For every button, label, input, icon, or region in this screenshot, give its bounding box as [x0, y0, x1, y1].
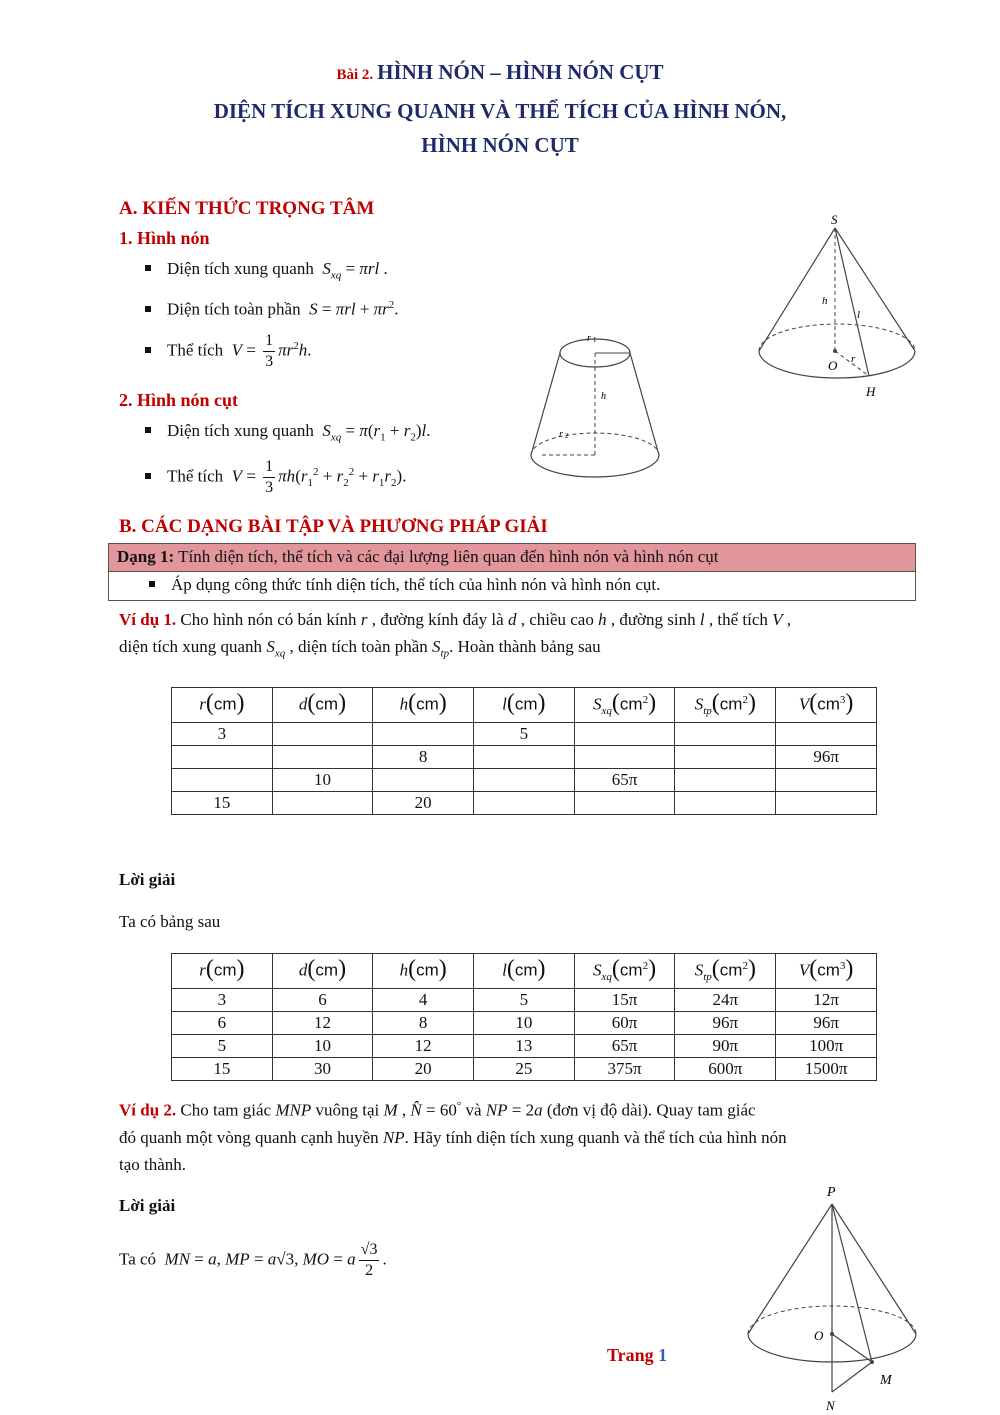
label-N: N: [826, 1398, 835, 1412]
table-cell: [675, 792, 776, 815]
table-cell: 65π: [574, 1035, 675, 1058]
label-O2: O: [814, 1328, 824, 1343]
example2-label: Ví dụ 2.: [119, 1100, 177, 1120]
dang1-box: [108, 543, 916, 601]
table-cell: [272, 792, 373, 815]
dang1-method-row: [109, 572, 915, 600]
table-cell: 5: [474, 723, 575, 746]
sub-heading-frustum: 2. Hình nón cụt: [119, 390, 239, 410]
page-footer: [607, 1345, 667, 1366]
table-cell: [776, 792, 877, 815]
solution2-text: Ta có MN = a, MP = a√3, MO = a $\frac{√3}{2}$ .: [119, 1241, 387, 1279]
table-cell: [272, 723, 373, 746]
table-cell: 10: [272, 1035, 373, 1058]
table-row: [172, 769, 877, 792]
label-r2: r: [559, 429, 563, 440]
example2-text: Ví dụ 2. Cho tam giác MNP vuông tại M , N̂ = 60° và NP = 2a (đơn vị độ dài). Quay tam giác đó quanh một vòng quanh cạnh huyền NP. Hãy tính diện tích xung quanh và thể tích của hình nón tạo thành.: [119, 1100, 787, 1174]
table-cell: [272, 746, 373, 769]
svg-text:1: 1: [593, 336, 597, 344]
table-cell: 20: [373, 792, 474, 815]
table-cell: 60π: [574, 1012, 675, 1035]
table-cell: [776, 769, 877, 792]
svg-text:2: 2: [565, 432, 569, 440]
table-cell: 12: [373, 1035, 474, 1058]
label-M: M: [880, 1373, 892, 1388]
formula-cone-total: Diện tích toàn phần $S = \pi rl + \pi r^2$.: [145, 299, 399, 320]
label-l: l: [857, 309, 861, 321]
table-cell: [776, 723, 877, 746]
solution-table: [171, 953, 877, 1081]
solution1-intro: Ta có bảng sau: [119, 912, 221, 931]
table-cell: 10: [272, 769, 373, 792]
page-number: 1: [658, 1345, 668, 1365]
label-S: S: [831, 212, 838, 227]
table-cell: 600π: [675, 1058, 776, 1081]
formula-frustum-lateral: Diện tích xung quanh $S_{xq} = \pi(r_1 + r_2)l$.: [145, 421, 431, 443]
bullet-square-icon: [145, 347, 151, 353]
page-title-line1: [0, 60, 1000, 85]
table-cell: [574, 746, 675, 769]
table-row: [172, 1058, 877, 1081]
table-cell: [172, 769, 273, 792]
dang1-method: Áp dụng công thức tính diện tích, thể tích của hình nón và hình nón cụt.: [171, 575, 661, 594]
table-cell: 100π: [776, 1035, 877, 1058]
section-b-heading: B. CÁC DẠNG BÀI TẬP VÀ PHƯƠNG PHÁP GIẢI: [119, 516, 548, 537]
table-cell: 24π: [675, 989, 776, 1012]
label-r1: r: [587, 333, 591, 344]
formula-frustum-volume: Thể tích V = $\frac{1}{3}$ $\pi h(r_1^2 + r_2^2 + r_1r_2)$.: [145, 457, 406, 498]
solution1-heading: Lời giải: [119, 870, 176, 889]
label-h-frustum: h: [601, 391, 606, 402]
label-P: P: [827, 1185, 836, 1200]
label-r: r: [851, 353, 856, 365]
table-header-row: r(cm) d(cm) h(cm) l(cm) $S_{xq}(cm^2)$ $S_{tp}(cm^2)$ $V(cm^3)$: [172, 688, 877, 723]
table-row: [172, 1012, 877, 1035]
bullet-square-icon: [149, 581, 155, 587]
table-cell: 90π: [675, 1035, 776, 1058]
table-row: [172, 746, 877, 769]
table-cell: 30: [272, 1058, 373, 1081]
table-cell: 3: [172, 989, 273, 1012]
table-cell: 13: [474, 1035, 575, 1058]
label-H: H: [866, 384, 876, 399]
table-cell: 96π: [776, 746, 877, 769]
table-cell: 5: [474, 989, 575, 1012]
table-row: [172, 792, 877, 815]
table-cell: 1500π: [776, 1058, 877, 1081]
table-cell: [474, 769, 575, 792]
table-cell: [373, 769, 474, 792]
dang1-label: Dạng 1:: [117, 547, 175, 566]
page-title-line2: DIỆN TÍCH XUNG QUANH VÀ THỂ TÍCH CỦA HÌNH NÓN,: [213, 99, 787, 123]
table-cell: 8: [373, 746, 474, 769]
table-header-row: r(cm) d(cm) h(cm) l(cm) $S_{xq}(cm^2)$ $S_{tp}(cm^2)$ $V(cm^3)$: [172, 954, 877, 989]
cone-rotation-figure: [740, 1180, 940, 1412]
page-title-line3: HÌNH NÓN CỤT: [421, 133, 579, 157]
table-cell: [675, 723, 776, 746]
lesson-number: Bài 2.: [336, 67, 374, 83]
dang1-title-row: [109, 544, 915, 572]
table-cell: 375π: [574, 1058, 675, 1081]
lesson-title: HÌNH NÓN – HÌNH NÓN CỤT: [377, 60, 664, 84]
example1-label: Ví dụ 1.: [119, 610, 177, 629]
table-cell: [172, 746, 273, 769]
table-cell: 12: [272, 1012, 373, 1035]
page-label: Trang: [607, 1345, 654, 1365]
bullet-square-icon: [145, 306, 151, 312]
table-cell: 25: [474, 1058, 575, 1081]
table-cell: [474, 746, 575, 769]
table-row: [172, 989, 877, 1012]
table-cell: [474, 792, 575, 815]
table-cell: [574, 723, 675, 746]
dang1-text: Tính diện tích, thể tích và các đại lượng liên quan đến hình nón và hình nón cụt: [178, 547, 719, 566]
table-cell: [675, 746, 776, 769]
bullet-square-icon: [145, 427, 151, 433]
table-row: [172, 723, 877, 746]
table-cell: 8: [373, 1012, 474, 1035]
table-cell: 15π: [574, 989, 675, 1012]
formula-cone-volume: Thể tích V = $\frac{1}{3}$ $\pi r^2h$.: [145, 331, 312, 372]
table-cell: 96π: [675, 1012, 776, 1035]
table-cell: [373, 723, 474, 746]
cone-figure: [755, 208, 925, 403]
table-row: [172, 1035, 877, 1058]
table-cell: 20: [373, 1058, 474, 1081]
label-O: O: [828, 358, 838, 373]
example1-text: Ví dụ 1. Cho hình nón có bán kính r , đường kính đáy là d , chiều cao h , đường sinh l , thể tích V , diện tích xung quanh $S_{xq}$ , diện tích toàn phần $S_{tp}$. Hoàn thành bảng sau: [119, 610, 792, 660]
formula-cone-lateral: Diện tích xung quanh $S_{xq} = \pi rl$ .: [145, 259, 388, 281]
table-cell: 3: [172, 723, 273, 746]
table-cell: 15: [172, 1058, 273, 1081]
table-cell: 12π: [776, 989, 877, 1012]
table-cell: 10: [474, 1012, 575, 1035]
table-cell: 5: [172, 1035, 273, 1058]
table-cell: 96π: [776, 1012, 877, 1035]
solution2-heading: Lời giải: [119, 1196, 176, 1215]
sub-heading-cone: 1. Hình nón: [119, 228, 210, 248]
table-cell: 6: [172, 1012, 273, 1035]
table-cell: 65π: [574, 769, 675, 792]
bullet-square-icon: [145, 473, 151, 479]
bullet-square-icon: [145, 265, 151, 271]
label-h: h: [822, 295, 828, 307]
table-cell: [574, 792, 675, 815]
frustum-figure: [525, 325, 665, 485]
table-cell: 4: [373, 989, 474, 1012]
table-cell: [675, 769, 776, 792]
table-cell: 15: [172, 792, 273, 815]
section-a-heading: A. KIẾN THỨC TRỌNG TÂM: [119, 198, 375, 219]
problem-table: [171, 687, 877, 815]
table-cell: 6: [272, 989, 373, 1012]
